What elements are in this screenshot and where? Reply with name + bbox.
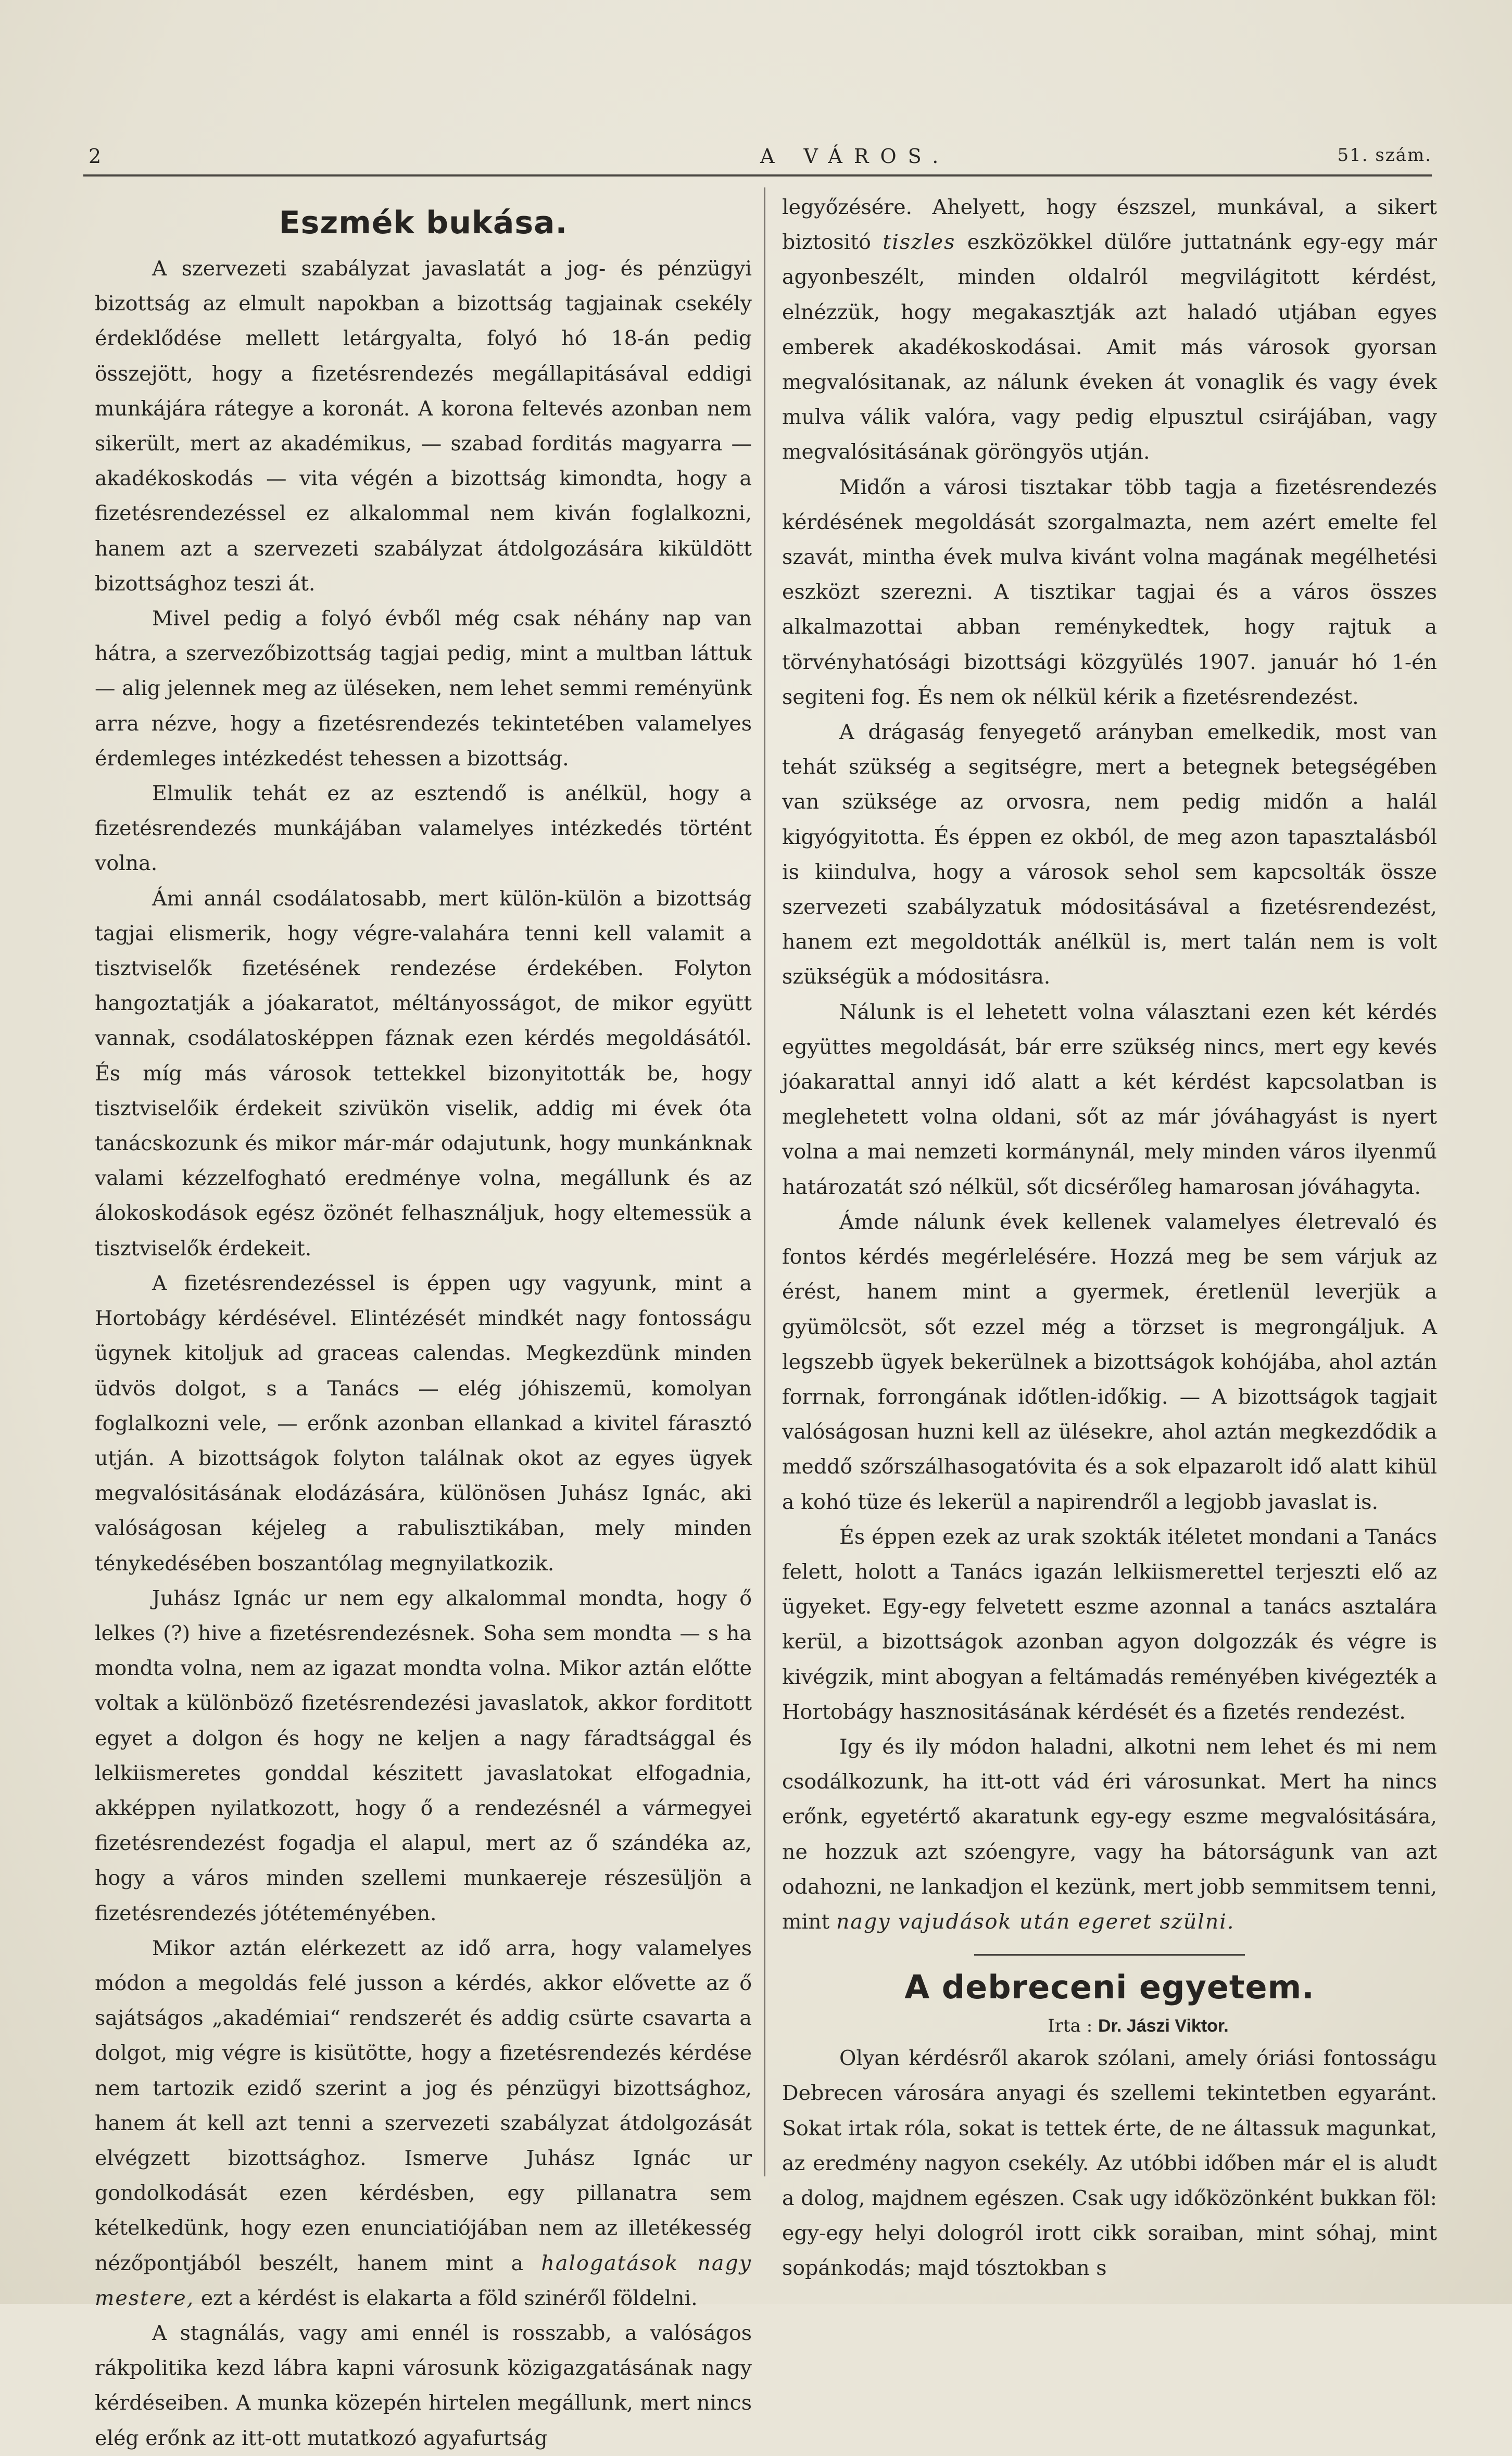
italic-phrase: halogatások nagy mestere, (95, 2251, 752, 2310)
byline-label: Irta : (1048, 2016, 1093, 2037)
publication-title: A VÁROS. (760, 145, 950, 168)
article-paragraph: A stagnálás, vagy ami ennél is rosszabb, a valóságos rákpolitika kezd lábra kapni városunk közigazgatásának nagy kérdéseiben. A munka közepén hirtelen megállunk, mert nincs elég erőnk az itt-ott mutatkozó agyafurtság (95, 2321, 752, 2450)
paragraph-text: Mikor aztán elérkezett az idő arra, hogy valamelyes módon a megoldás felé jusson a kérdés, akkor elővette az ő sajátságos „akadémiai“ rendszerét és addig csürte csavarta a dolgot, mig végre is kisütötte, hogy a fizetésrendezés kérdése nem tartozik ezidő szerint a jog és pénzügyi bizottsághoz, hanem át kell azt tenni a szervezeti szabályzat átdolgozását elvégzett bizottsághoz. Ismerve Juhász Ignác ur gondolkodását ezen kérdésben, egy pillanatra sem kételkedünk, hogy ezen enunciatiójában nem az illetékesség nézőpontjából beszélt, hanem mint a (95, 1936, 752, 2275)
page-header (89, 141, 1432, 177)
section-divider (974, 1954, 1245, 1956)
italic-phrase: tiszles (883, 230, 956, 255)
article-paragraph (782, 190, 1437, 470)
italic-phrase: nagy vajudások után egeret szülni. (836, 1909, 1235, 1934)
page-number: 2 (89, 145, 103, 168)
article-paragraph: Ámde nálunk évek kellenek valamelyes életrevaló és fontos kérdés megérlelésére. Hozzá meg be sem várjuk az érést, hanem mint a gyermek, éretlenül leverjük a gyümölcsöt, sőt ezzel még a törzset is megrongáljuk. A legszebb ügyek bekerülnek a bizottságok kohójába, ahol aztán forrnak, forrongának időtlen-időkig. — A bizottságok tagjait valóságosan huzni kell az ülésekre, ahol aztán megkezdődik a meddő szőrszálhasogatóvita és a sok elpazarolt idő alatt kihül a kohó tüze és lekerül a napirendről a legjobb javaslat is. (782, 1210, 1437, 1514)
article-paragraph: A drágaság fenyegető arányban emelkedik, most van tehát szükség a segitségre, mert a betegnek betegségében van szüksége az orvosra, nem pedig midőn a halál kigyógyitotta. És éppen ez okból, de meg azon tapasztalásból is kiindulva, hogy a városok sehol sem kapcsolták össze szervezeti szabályzatuk módositásával a fizetésrendezést, hanem ezt megoldották anélkül is, mert talán nem is volt szükségük a módositásra. (782, 720, 1437, 989)
article-paragraph: A szervezeti szabályzat javaslatát a jog- és pénzügyi bizottság az elmult napokban a bizottság tagjainak csekély érdeklődése mellett letárgyalta, folyó hó 18-án pedig összejött, hogy a fizetésrendezés megállapitásával eddigi munkájára rátegye a koronát. A korona feltevés azonban nem sikerült, mert az akadémikus, — szabad forditás magyarra — akadékoskodás — vita végén a bizottság kimondta, hogy a fizetésrendezéssel ez alkalommal nem kiván foglalkozni, hanem azt a szervezeti szabályzat átdolgozására kiküldött bizottsághoz teszi át. (95, 257, 752, 596)
article-paragraph: Elmulik tehát ez az esztendő is anélkül, hogy a fizetésrendezés munkájában valamelyes intézkedés történt volna. (95, 782, 752, 876)
paragraph-text: legyőzésére. Ahelyett, hogy észszel, munkával, a sikert biztositó (782, 195, 1437, 255)
byline (782, 2011, 1437, 2041)
right-column (782, 190, 1437, 2286)
paragraph-text: ezt a kérdést is elakarta a föld szinéről földelni. (200, 2286, 698, 2310)
article-paragraph: Nálunk is el lehetett volna választani ezen két kérdés együttes megoldását, bár erre szükség nincs, mert egy kevés jóakarattal annyi idő alatt a két kérdést kapcsolatban is meglehetett volna oldani, sőt az már jóváhagyást is nyert volna a mai nemzeti kormánynál, mely minden város ilyenmű határozatát szó nélkül, sőt dicsérőleg hamarosan jóváhagyta. (782, 1000, 1437, 1199)
issue-number: 51. szám. (1337, 145, 1432, 166)
article-title: Eszmék bukása. (279, 205, 568, 241)
paragraph-text: eszközökkel dülőre juttatnánk egy-egy már agyonbeszélt, minden oldalról megvilágitott kérdést, elnézzük, hogy megakasztják azt haladó utjában egyes emberek akadékoskodásai. Amit más városok gyorsan megvalósitanak, az nálunk éveken át vonaglik és vagy évek mulva válik valóra, vagy pedig elpusztul csirájában, vagy megvalósitásának göröngyös utján. (782, 230, 1437, 464)
article-paragraph: Juhász Ignác ur nem egy alkalommal mondta, hogy ő lelkes (?) hive a fizetésrendezésnek. Soha sem mondta — s ha mondta volna, nem az igazat mondta volna. Mikor aztán előtte voltak a különböző fizetésrendezési javaslatok, akkor forditott egyet a dolgon és hogy ne keljen a nagy fáradtsággal és lelkiismeretes gonddal készitett javaslatokat elfogadnia, akképpen nyilatkozott, hogy ő a rendezésnél a vármegyei fizetésrendezést fogadja el alapul, mert az ő szándéka az, hogy a város minden szellemi munkaereje részesüljön a fizetésrendezés jótéteményében. (95, 1586, 752, 1925)
left-column (95, 190, 752, 2456)
author-name: Dr. Jászi Viktor. (1098, 2016, 1229, 2036)
article-paragraph: Midőn a városi tisztakar több tagja a fizetésrendezés kérdésének megoldását szorgalmazta, nem azért emelte fel szavát, mintha évek mulva kivánt volna magának megélhetési eszközt szerezni. A tisztikar tagjai és a város összes alkalmazottai abban reménykedtek, hogy rajtuk a törvényhatósági bizottsági közgyülés 1907. január hó 1-én segiteni fog. És nem ok nélkül kérik a fizetésrendezést. (782, 475, 1437, 709)
header-rule (83, 174, 1432, 177)
article-paragraph: A fizetésrendezéssel is éppen ugy vagyunk, mint a Hortobágy kérdésével. Elintézését mindkét nagy fontosságu ügynek kitoljuk ad graceas calendas. Megkezdünk minden üdvös dolgot, s a Tanács — elég jóhiszemü, komolyan foglalkozni vele, — erőnk azonban ellankad a kivitel fárasztó utján. A bizottságok folyton találnak okot az egyes ügyek megvalósitásának elodázására, különösen Juhász Ignác, aki valóságosan kéjeleg a rabulisztikában, mely minden ténykedésében boszantólag megnyilatkozik. (95, 1271, 752, 1576)
article-paragraph (782, 1730, 1437, 1939)
article-paragraph: És éppen ezek az urak szokták itéletet mondani a Tanács felett, holott a Tanács igazán lelkiismerettel terjeszti elő az ügyeket. Egy-egy felvetett eszme azonnal a tanács asztalára kerül, a bizottságok azonban agyon dolgozzák és végre is kivégzik, mint abogyan a feltámadás reményében kivégezték a Hortobágy hasznositásának kérdését és a fizetés rendezést. (782, 1525, 1437, 1724)
article-paragraph: Ámi annál csodálatosabb, mert külön-külön a bizottság tagjai elismerik, hogy végre-valahára tenni kell valamit a tisztviselők fizetésének rendezése érdekében. Folyton hangoztatják a jóakaratot, méltányosságot, de mikor együtt vannak, csodálatosképpen fáznak ezen kérdés megoldásától. És míg más városok tettekkel bizonyitották be, hogy tisztviselőik érdekeit szivükön viselik, addig mi évek óta tanácskozunk és mikor már-már odajutunk, hogy munkánknak valami kézzelfogható eredménye volna, megállunk és az álokoskodások egész özönét felhasználjuk, hogy eltemessük a tisztviselők érdekeit. (95, 886, 752, 1261)
column-divider (764, 187, 765, 2176)
article-paragraph: Olyan kérdésről akarok szólani, amely óriási fontosságu Debrecen városára anyagi és szellemi tekintetben egyaránt. Sokat irtak róla, sokat is tettek érte, de ne áltassuk magunkat, az eredmény nagyon csekély. Az utóbbi időben már el is aludt a dolog, majdnem egészen. Csak ugy időközönként bukkan föl: egy-egy helyi dologról irott cikk soraiban, mint sóhaj, mint sopánkodás; majd tósztokban s (782, 2046, 1437, 2281)
paragraph-text: Igy és ily módon haladni, alkotni nem lehet és mi nem csodálkozunk, ha itt-ott vád éri városunkat. Mert ha nincs erőnk, egyetértő akaratunk egy-egy eszme megvalósitására, ne hozzuk azt szóengyre, vagy ha bátorságunk van azt odahozni, ne lankadjon el kezünk, mert jobb semmitsem tenni, mint (782, 1734, 1437, 1934)
article-paragraph (95, 1931, 752, 2316)
article-paragraph: Mivel pedig a folyó évből még csak néhány nap van hátra, a szervezőbizottság tagjai pedig, mint a multban láttuk — alig jelennek meg az üléseken, nem lehet semmi reményünk arra nézve, hogy a fizetésrendezés tekintetében valamelyes érdemleges intézkedést tehessen a bizottság. (95, 607, 752, 771)
second-article-title: A debreceni egyetem. (904, 1968, 1315, 2007)
